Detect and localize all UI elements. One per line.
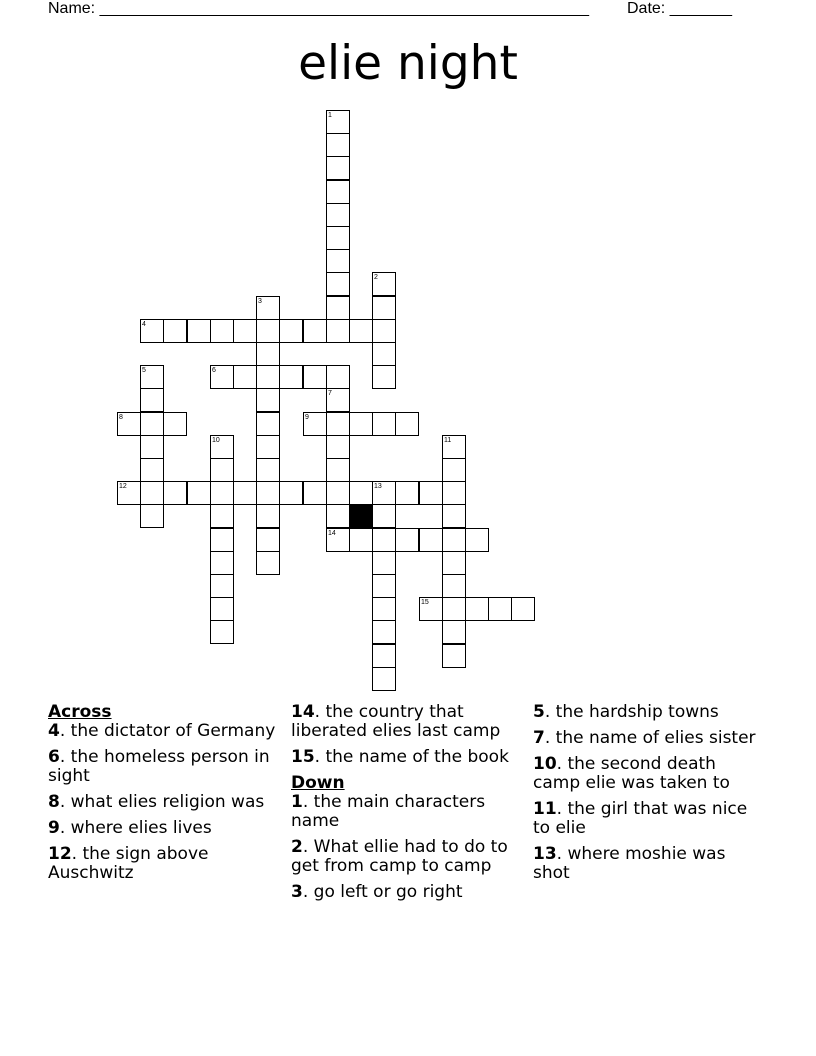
down-heading: Down bbox=[291, 773, 345, 793]
grid-cell[interactable] bbox=[210, 504, 234, 528]
clue-item bbox=[291, 748, 523, 767]
grid-cell[interactable] bbox=[326, 365, 350, 389]
grid-cell[interactable] bbox=[256, 504, 280, 528]
clue-number-label: 1 bbox=[291, 792, 303, 812]
clue-item bbox=[48, 748, 280, 786]
grid-cell[interactable] bbox=[140, 504, 164, 528]
clue-number: 11 bbox=[444, 437, 452, 444]
clue-item bbox=[291, 883, 523, 902]
grid-cell[interactable] bbox=[326, 296, 350, 320]
grid-cell[interactable] bbox=[419, 481, 443, 505]
clues-column-1 bbox=[48, 703, 280, 890]
clue-text: . the name of the book bbox=[314, 747, 509, 767]
grid-cell[interactable] bbox=[511, 597, 535, 621]
grid-cell[interactable] bbox=[303, 319, 327, 343]
grid-cell[interactable] bbox=[442, 528, 466, 552]
grid-cell[interactable] bbox=[326, 319, 350, 343]
grid-cell[interactable] bbox=[163, 481, 187, 505]
grid-cell[interactable] bbox=[395, 412, 419, 436]
grid-cell[interactable] bbox=[442, 644, 466, 668]
grid-cell[interactable] bbox=[326, 272, 350, 296]
grid-cell[interactable] bbox=[233, 319, 257, 343]
clues-column-2 bbox=[291, 703, 523, 909]
clue-text: . What ellie had to do to get from camp to camp bbox=[291, 837, 508, 876]
grid-cell[interactable] bbox=[326, 180, 350, 204]
clue-item bbox=[533, 703, 765, 722]
grid-cell[interactable] bbox=[349, 528, 373, 552]
grid-cell[interactable] bbox=[210, 551, 234, 575]
grid-cell[interactable] bbox=[256, 551, 280, 575]
clue-number: 6 bbox=[212, 367, 216, 374]
grid-cell[interactable] bbox=[326, 249, 350, 273]
grid-cell[interactable] bbox=[349, 412, 373, 436]
clue-number-label: 9 bbox=[48, 818, 60, 838]
clue-number-label: 11 bbox=[533, 799, 557, 819]
clue-number-label: 5 bbox=[533, 702, 545, 722]
clue-number: 7 bbox=[328, 390, 332, 397]
grid-cell[interactable] bbox=[326, 226, 350, 250]
grid-cell[interactable] bbox=[372, 342, 396, 366]
clue-number: 9 bbox=[305, 414, 309, 421]
grid-cell[interactable] bbox=[279, 365, 303, 389]
clue-item bbox=[291, 703, 523, 741]
grid-cell[interactable] bbox=[233, 481, 257, 505]
grid-cell[interactable] bbox=[326, 481, 350, 505]
clue-text: . the sign above Auschwitz bbox=[48, 844, 209, 883]
clue-number: 2 bbox=[374, 274, 378, 281]
grid-cell[interactable] bbox=[210, 620, 234, 644]
grid-cell[interactable] bbox=[372, 620, 396, 644]
clue-number: 12 bbox=[119, 483, 127, 490]
grid-cell[interactable] bbox=[326, 458, 350, 482]
grid-cell[interactable] bbox=[465, 528, 489, 552]
grid-cell[interactable] bbox=[372, 528, 396, 552]
grid-cell[interactable] bbox=[372, 574, 396, 598]
grid-cell[interactable] bbox=[187, 481, 211, 505]
clue-item bbox=[291, 793, 523, 831]
grid-cell[interactable] bbox=[140, 435, 164, 459]
grid-cell[interactable] bbox=[372, 551, 396, 575]
clue-number: 8 bbox=[119, 414, 123, 421]
clue-item bbox=[48, 793, 280, 812]
grid-cell[interactable] bbox=[140, 481, 164, 505]
clue-number-label: 6 bbox=[48, 747, 60, 767]
grid-cell[interactable] bbox=[210, 597, 234, 621]
grid-cell[interactable] bbox=[303, 365, 327, 389]
grid-cell[interactable] bbox=[303, 481, 327, 505]
grid-cell[interactable] bbox=[442, 504, 466, 528]
grid-cell[interactable] bbox=[349, 319, 373, 343]
grid-cell[interactable] bbox=[372, 504, 396, 528]
clue-number-label: 12 bbox=[48, 844, 72, 864]
clue-text: . the name of elies sister bbox=[544, 728, 756, 748]
grid-cell[interactable] bbox=[372, 644, 396, 668]
grid-cell[interactable] bbox=[442, 574, 466, 598]
grid-cell[interactable] bbox=[256, 365, 280, 389]
grid-cell[interactable] bbox=[326, 504, 350, 528]
clue-text: . the country that liberated elies last camp bbox=[291, 702, 501, 741]
grid-cell[interactable] bbox=[256, 458, 280, 482]
grid-cell[interactable] bbox=[163, 412, 187, 436]
clue-number-label: 15 bbox=[291, 747, 315, 767]
grid-cell[interactable] bbox=[140, 458, 164, 482]
grid-cell[interactable] bbox=[256, 435, 280, 459]
clue-item bbox=[533, 755, 765, 793]
grid-cell[interactable] bbox=[442, 597, 466, 621]
grid-cell[interactable] bbox=[326, 133, 350, 157]
clue-text: . the hardship towns bbox=[544, 702, 719, 722]
clue-number-label: 7 bbox=[533, 728, 545, 748]
black-cell bbox=[349, 504, 373, 528]
grid-cell[interactable] bbox=[372, 667, 396, 691]
grid-cell[interactable] bbox=[256, 319, 280, 343]
clue-item bbox=[533, 729, 765, 748]
grid-cell[interactable] bbox=[442, 620, 466, 644]
clue-number: 14 bbox=[328, 530, 336, 537]
grid-cell[interactable] bbox=[256, 481, 280, 505]
clue-number-label: 8 bbox=[48, 792, 60, 812]
grid-cell[interactable] bbox=[326, 435, 350, 459]
grid-cell[interactable] bbox=[256, 388, 280, 412]
clue-number: 1 bbox=[328, 112, 332, 119]
grid-cell[interactable] bbox=[256, 342, 280, 366]
grid-cell[interactable] bbox=[442, 481, 466, 505]
clue-text: . the homeless person in sight bbox=[48, 747, 270, 786]
grid-cell[interactable] bbox=[256, 528, 280, 552]
clue-item bbox=[533, 845, 765, 883]
grid-cell[interactable] bbox=[326, 156, 350, 180]
grid-cell[interactable] bbox=[210, 319, 234, 343]
clue-number-label: 2 bbox=[291, 837, 303, 857]
across-heading: Across bbox=[48, 702, 112, 722]
grid-cell[interactable] bbox=[326, 203, 350, 227]
clue-item bbox=[533, 800, 765, 838]
grid-cell[interactable] bbox=[372, 597, 396, 621]
date-field[interactable]: Date: _______ bbox=[627, 0, 732, 17]
grid-cell[interactable] bbox=[372, 296, 396, 320]
grid-cell[interactable] bbox=[210, 528, 234, 552]
grid-cell[interactable] bbox=[395, 528, 419, 552]
grid-cell[interactable] bbox=[372, 319, 396, 343]
clue-number: 15 bbox=[421, 599, 429, 606]
grid-cell[interactable] bbox=[233, 365, 257, 389]
grid-cell[interactable] bbox=[442, 551, 466, 575]
clues-column-3 bbox=[533, 703, 765, 890]
grid-cell[interactable] bbox=[326, 412, 350, 436]
clue-text: . the second death camp elie was taken to bbox=[533, 754, 730, 793]
name-field[interactable]: Name: _______________________________________________________ bbox=[48, 0, 589, 17]
grid-cell[interactable] bbox=[279, 481, 303, 505]
clue-number-label: 14 bbox=[291, 702, 315, 722]
clue-item bbox=[48, 722, 280, 741]
grid-cell[interactable] bbox=[256, 412, 280, 436]
grid-cell[interactable] bbox=[395, 481, 419, 505]
grid-cell[interactable] bbox=[163, 319, 187, 343]
grid-cell[interactable] bbox=[488, 597, 512, 621]
clue-text: . the dictator of Germany bbox=[59, 721, 276, 741]
clue-item bbox=[48, 819, 280, 838]
grid-cell[interactable] bbox=[140, 412, 164, 436]
clue-number: 4 bbox=[142, 321, 146, 328]
clue-text: . what elies religion was bbox=[59, 792, 265, 812]
clue-text: . where elies lives bbox=[59, 818, 212, 838]
grid-cell[interactable] bbox=[442, 458, 466, 482]
grid-cell[interactable] bbox=[279, 319, 303, 343]
grid-cell[interactable] bbox=[210, 481, 234, 505]
grid-cell[interactable] bbox=[372, 412, 396, 436]
grid-cell[interactable] bbox=[210, 458, 234, 482]
grid-cell[interactable] bbox=[465, 597, 489, 621]
clue-number: 3 bbox=[258, 298, 262, 305]
clue-item bbox=[48, 845, 280, 883]
clue-text: . go left or go right bbox=[302, 882, 463, 902]
grid-cell[interactable] bbox=[210, 574, 234, 598]
clue-number-label: 10 bbox=[533, 754, 557, 774]
puzzle-title: elie night bbox=[298, 36, 518, 91]
grid-cell[interactable] bbox=[419, 528, 443, 552]
grid-cell[interactable] bbox=[140, 388, 164, 412]
grid-cell[interactable] bbox=[372, 365, 396, 389]
clue-text: . the girl that was nice to elie bbox=[533, 799, 748, 838]
clue-number: 5 bbox=[142, 367, 146, 374]
clue-number-label: 3 bbox=[291, 882, 303, 902]
clue-number-label: 4 bbox=[48, 721, 60, 741]
clue-number-label: 13 bbox=[533, 844, 557, 864]
clue-text: . where moshie was shot bbox=[533, 844, 726, 883]
clue-number: 13 bbox=[374, 483, 382, 490]
grid-cell[interactable] bbox=[349, 481, 373, 505]
clue-number: 10 bbox=[212, 437, 220, 444]
clue-item bbox=[291, 838, 523, 876]
grid-cell[interactable] bbox=[187, 319, 211, 343]
clue-text: . the main characters name bbox=[291, 792, 486, 831]
